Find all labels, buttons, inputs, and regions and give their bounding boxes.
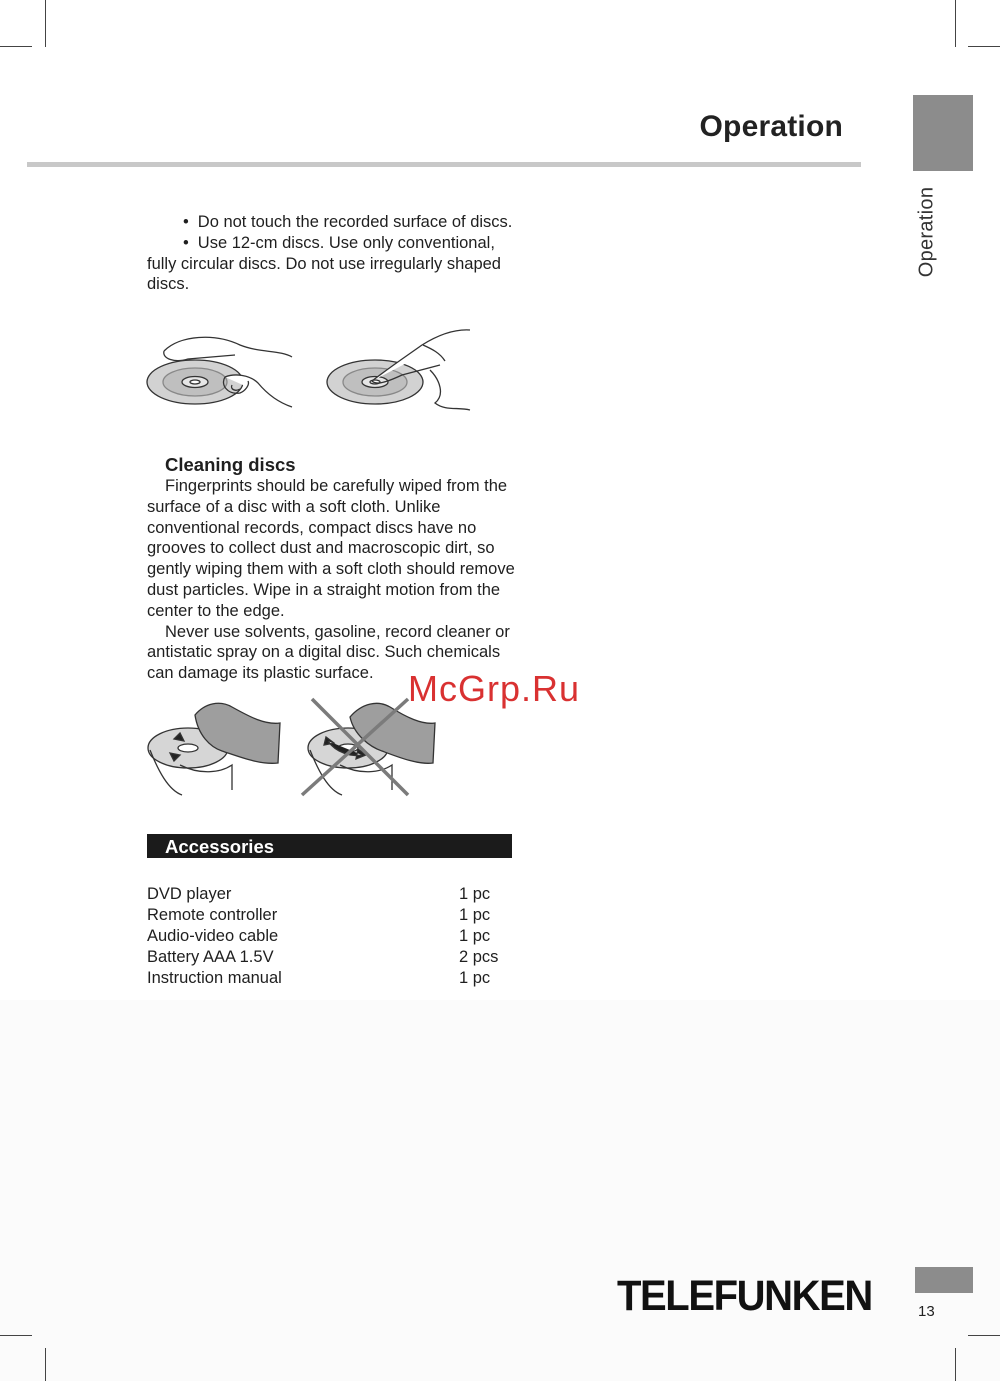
accessory-name: DVD player (147, 885, 232, 903)
crop-mark (955, 0, 956, 47)
accessory-row (147, 884, 517, 905)
brand-logo: TELEFUNKEN (617, 1272, 872, 1320)
accessory-name: Instruction manual (147, 968, 282, 987)
accessory-name: Audio-video cable (147, 926, 279, 945)
accessory-qty: 1 pc (459, 926, 491, 945)
crop-mark (0, 1335, 32, 1336)
accessory-name: Battery AAA 1.5V (147, 947, 274, 966)
bullet-text: Do not touch the recorded surface of discs. (197, 213, 513, 231)
handling-bullets (147, 212, 517, 295)
header-rule (27, 162, 861, 167)
accessory-name: Remote controller (147, 905, 278, 924)
accessory-row (147, 968, 517, 989)
bullet-icon: • (183, 213, 189, 231)
accessory-row (147, 905, 517, 926)
bullet-icon: • (183, 233, 189, 252)
cleaning-paragraph: Fingerprints should be carefully wiped from the surface of a disc with a soft cloth. Unlike conventional records, compact discs have no grooves to collect dust and macroscopic dirt, so gently wiping them with a soft cloth should remove dust particles. Wipe in a straight motion from the center to the edge. (147, 477, 515, 620)
disc-handling-illustration (140, 325, 480, 420)
page-lower-shade (0, 1000, 1000, 1381)
crop-mark (45, 0, 46, 47)
crop-mark (955, 1348, 956, 1381)
cleaning-heading: Cleaning discs (165, 454, 296, 475)
accessories-list (147, 884, 517, 988)
cleaning-paragraph: Never use solvents, gasoline, record cleaner or antistatic spray on a digital disc. Such chemicals can damage its plastic surface. (147, 622, 510, 683)
bullet-item (147, 233, 517, 295)
section-tab-label: Operation (915, 186, 938, 278)
crop-mark (968, 46, 1000, 47)
accessory-qty: 1 pc (459, 968, 491, 987)
section-tab-block (913, 95, 973, 171)
crop-mark (968, 1335, 1000, 1336)
accessory-qty: 1 pc (459, 905, 491, 924)
page-number: 13 (918, 1303, 935, 1320)
cleaning-section (147, 454, 517, 684)
site-watermark: McGrp.Ru (408, 668, 581, 709)
page-number-tab (915, 1267, 973, 1293)
accessory-qty: 2 pcs (459, 947, 499, 966)
crop-mark (0, 46, 32, 47)
accessory-qty: 1 pc (459, 885, 491, 903)
page-title: Operation (699, 110, 843, 143)
accessory-row (147, 947, 517, 968)
disc-wiping-illustration (140, 695, 440, 800)
bullet-item (147, 212, 517, 233)
bullet-text: Use 12-cm discs. Use only conventional, fully circular discs. Do not use irregularly shaped discs. (147, 233, 501, 294)
accessory-row (147, 926, 517, 947)
crop-mark (45, 1348, 46, 1381)
accessories-heading-bar: Accessories (147, 834, 512, 858)
